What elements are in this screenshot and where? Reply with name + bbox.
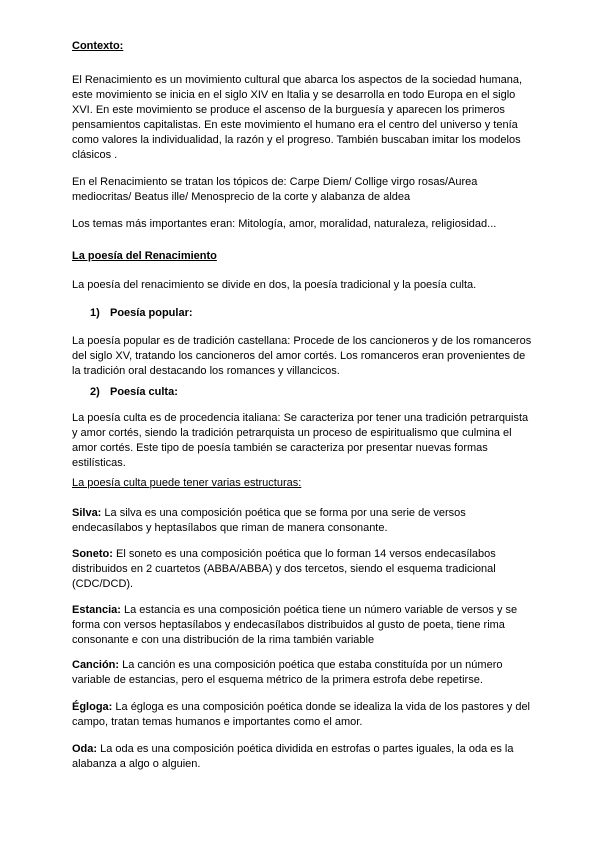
estructura-text: La oda es una composición poética dividida en estrofas o partes iguales, la oda es la alabanza a algo o alguien. — [72, 743, 514, 770]
contexto-paragraph-1: El Renacimiento es un movimiento cultural que abarca los aspectos de la sociedad humana, este movimiento se inicia en el siglo XIV en Italia y se desarrolla en todo Europa en el siglo XVI. En este movimiento se produce el ascenso de la burguesía y aparecen los primeros pensamientos capitalistas. En este movimiento el humano era el centro del universo y tenía como valores la individualidad, la razón y el progreso. También buscaban imitar los modelos clásicos . — [72, 74, 523, 161]
poesia-heading: La poesía del Renacimiento — [72, 250, 217, 262]
estructura-cancion — [72, 658, 532, 688]
popular-paragraph: La poesía popular es de tradición castellana: Procede de los cancioneros y de los romanceros del siglo XV, tratando los cancioneros del amor cortés. Los romanceros eran provenientes de la tradición oral destacando los romances y villancicos. — [72, 335, 532, 377]
estructuras-heading: La poesía culta puede tener varias estructuras: — [72, 477, 302, 489]
estructura-term: Canción: — [72, 659, 120, 671]
culta-number: 2) — [90, 386, 100, 398]
estructura-text: La silva es una composición poética que se forma por una serie de versos endecasílabos y heptasílabos que riman de manera consonante. — [72, 507, 466, 534]
estructura-text: La égloga es una composición poética donde se idealiza la vida de los pastores y del campo, tratan temas humanos e importantes como el amor. — [72, 701, 531, 728]
estructura-term: Soneto: — [72, 548, 113, 560]
estructura-text: La estancia es una composición poética tiene un número variable de versos y se forma con versos heptasílabos y endecasílabos distribuidos al gusto de poeta, tiene rima consonante e con una distribución de la rima también variable — [72, 604, 518, 646]
estructura-term: Égloga: — [72, 701, 113, 713]
culta-title: Poesía culta: — [110, 386, 178, 398]
popular-title: Poesía popular: — [110, 307, 193, 319]
estructura-estancia — [72, 603, 532, 648]
estructura-silva — [72, 506, 532, 536]
estructura-term: Silva: — [72, 507, 102, 519]
estructura-egloga — [72, 700, 532, 730]
poesia-intro: La poesía del renacimiento se divide en dos, la poesía tradicional y la poesía culta. — [72, 279, 477, 291]
popular-heading — [72, 306, 550, 321]
culta-paragraph: La poesía culta es de procedencia italiana: Se caracteriza por tener una tradición petrarquista y amor cortés, siendo la tradición petrarquista un proceso de espiritualismo que culmina el amor cortés. Este tipo de poesía también se caracteriza por presentar nuevas formas estilísticas. — [72, 412, 529, 469]
contexto-paragraph-3: Los temas más importantes eran: Mitología, amor, moralidad, naturaleza, religiosidad... — [72, 218, 497, 230]
culta-heading — [72, 385, 550, 400]
estructura-oda — [72, 742, 532, 772]
estructura-text: La canción es una composición poética que estaba constituída por un número variable de estancias, pero el esquema métrico de la primera estrofa debe repetirse. — [72, 659, 503, 686]
estructura-term: Oda: — [72, 743, 98, 755]
estructura-term: Estancia: — [72, 604, 121, 616]
estructura-text: El soneto es una composición poética que lo forman 14 versos endecasílabos distribuidos en 2 cuartetos (ABBA/ABBA) y dos tercetos, siendo el esquema tradicional (CDC/DCD). — [72, 548, 496, 590]
contexto-paragraph-2: En el Renacimiento se tratan los tópicos de: Carpe Diem/ Collige virgo rosas/Aurea mediocritas/ Beatus ille/ Menosprecio de la corte y alabanza de aldea — [72, 176, 478, 203]
contexto-heading: Contexto: — [72, 40, 124, 52]
estructura-soneto — [72, 547, 532, 592]
popular-number: 1) — [90, 307, 100, 319]
